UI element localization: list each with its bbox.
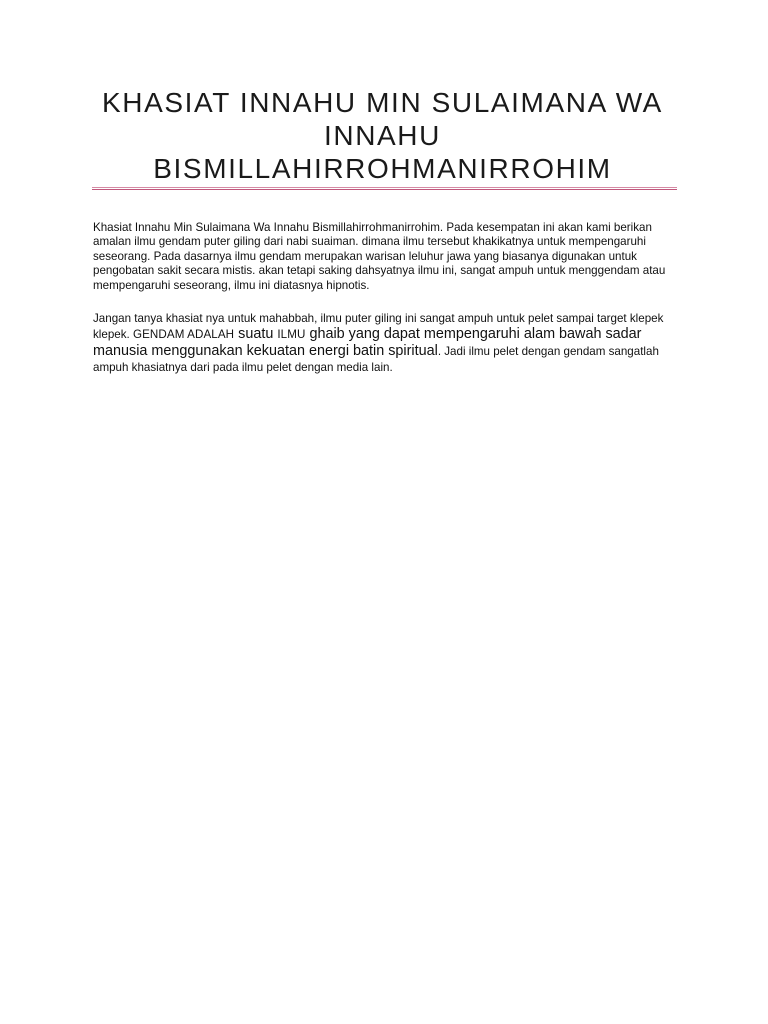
paragraph-2-text-a: Jangan tanya khasiat nya untuk mahabbah, ilmu puter giling ini sangat ampuh untuk pelet sampai target klepek klepek. [93,312,664,341]
paragraph-2-text-c: . Jadi ilmu pelet dengan gendam sangatlah ampuh khasiatnya dari pada ilmu pelet dengan media lain. [93,345,659,374]
paragraph-2-caps-a: GENDAM ADALAH [132,328,235,341]
paragraph-1: Khasiat Innahu Min Sulaimana Wa Innahu Bismillahirrohmanirrohim. Pada kesempatan ini akan kami berikan amalan ilmu gendam puter giling dari nabi suaiman. dimana ilmu tersebut khakikatnya untuk mempengaruhi seseorang. Pada dasarnya ilmu gendam merupakan warisan leluhur jawa yang biasanya digunakan untuk pengobatan sakit secara mistis. akan tetapi saking dahsyatnya ilmu ini, sangat ampuh untuk menggendam atau mempengaruhi seseorang, ilmu ini diatasnya hipnotis. [93,221,666,292]
paragraph-2 [93,311,683,375]
title-line-2: INNAHU [324,120,441,151]
title-divider [92,187,677,190]
document-title [80,86,685,185]
paragraph-2-emphasis: ghaib yang dapat mempengaruhi alam bawah sadar manusia menggunakan kekuatan energi batin spiritual [93,326,642,359]
title-line-1: KHASIAT INNAHU MIN SULAIMANA WA [102,87,663,118]
paragraph-2-text-b: suatu [234,326,278,342]
paragraph-2-caps-b: ILMU [277,328,306,341]
title-line-3: BISMILLAHIRROHMANIRROHIM [153,153,612,184]
